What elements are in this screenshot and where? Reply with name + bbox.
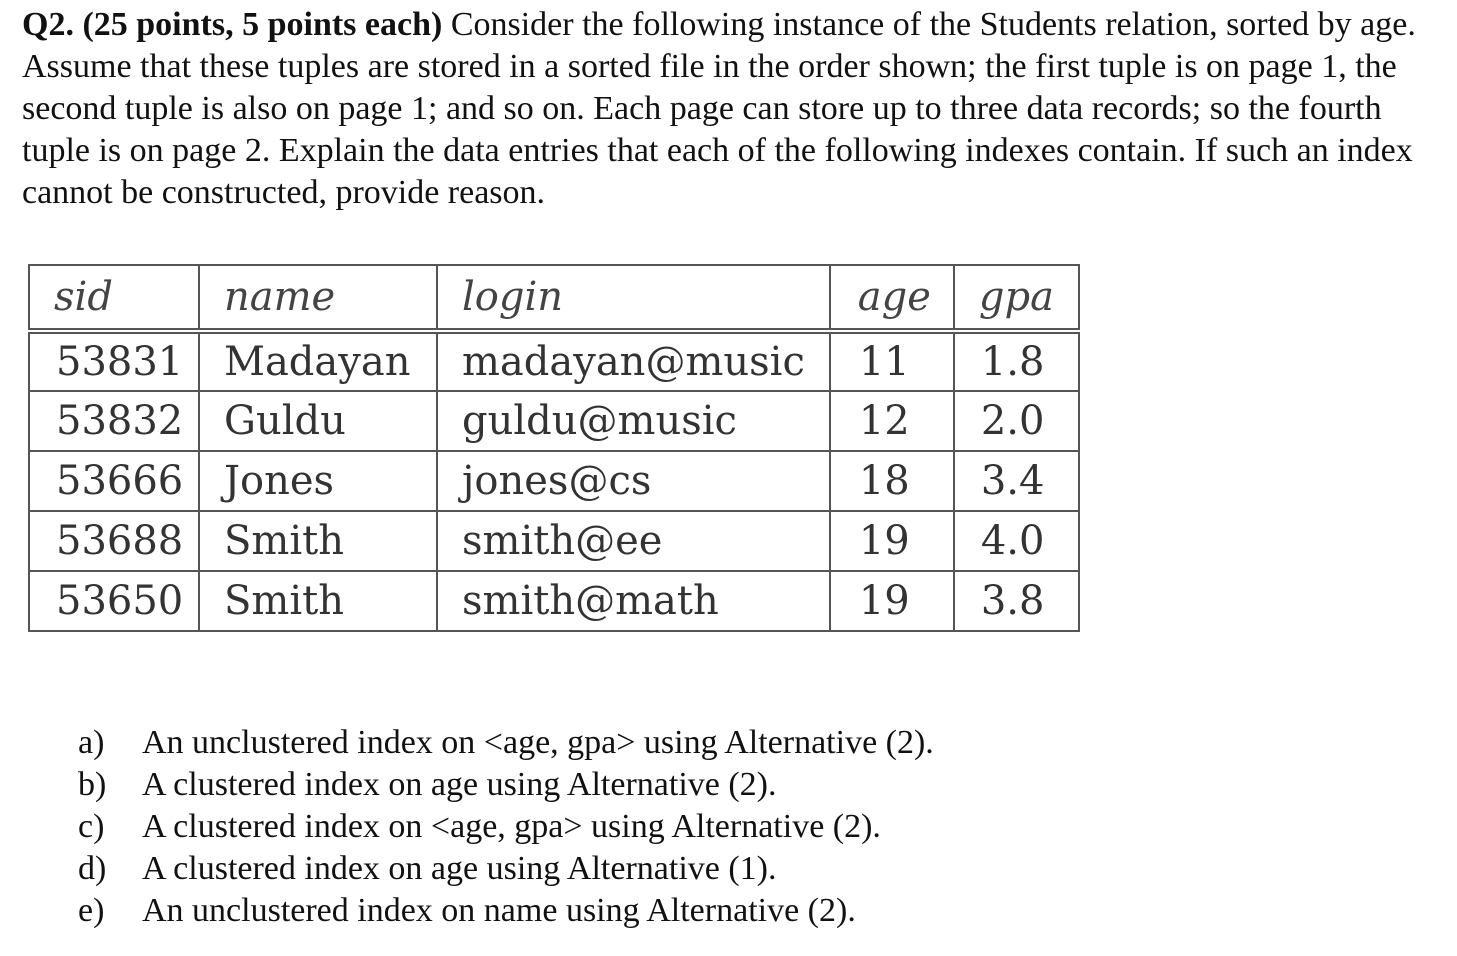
cell-gpa: 3.8 — [954, 571, 1079, 631]
table-header-row — [29, 265, 1079, 331]
part-text: A clustered index on age using Alternative (2). — [142, 766, 777, 803]
question-text — [22, 4, 1452, 214]
cell-gpa: 3.4 — [954, 451, 1079, 511]
table-row — [29, 391, 1079, 451]
question-heading: Q2. (25 points, 5 points each) — [22, 6, 443, 43]
cell-login: smith@ee — [437, 511, 830, 571]
cell-gpa: 4.0 — [954, 511, 1079, 571]
cell-login: guldu@music — [437, 391, 830, 451]
part-marker: b) — [78, 766, 107, 803]
cell-name: Jones — [199, 451, 437, 511]
cell-age: 12 — [830, 391, 954, 451]
students-table-container — [28, 264, 1080, 632]
part-text: An unclustered index on name using Alternative (2). — [142, 892, 856, 929]
question-parts-list — [78, 722, 934, 932]
table-row — [29, 571, 1079, 631]
part-text: A clustered index on <age, gpa> using Alternative (2). — [142, 808, 881, 845]
students-table — [28, 264, 1080, 632]
cell-name: Smith — [199, 511, 437, 571]
cell-name: Smith — [199, 571, 437, 631]
header-login: login — [437, 265, 830, 331]
cell-sid: 53831 — [29, 331, 199, 391]
cell-age: 19 — [830, 511, 954, 571]
question-body: Consider the following instance of the Students relation, sorted by age. Assume that these tuples are stored in a sorted file in the order shown; the first tuple is on page 1, the second tuple is also on page 1; and so on. Each page can store up to three data records; so the fourth tuple is on page 2. Explain the data entries that each of the following indexes contain. If such an index cannot be constructed, provide reason. — [22, 6, 1416, 211]
list-item — [78, 764, 934, 806]
cell-name: Madayan — [199, 331, 437, 391]
part-marker: d) — [78, 850, 107, 887]
cell-sid: 53666 — [29, 451, 199, 511]
header-gpa: gpa — [954, 265, 1079, 331]
cell-age: 18 — [830, 451, 954, 511]
part-text: An unclustered index on <age, gpa> using Alternative (2). — [142, 724, 934, 761]
table-row — [29, 451, 1079, 511]
table-row — [29, 511, 1079, 571]
header-sid: sid — [29, 265, 199, 331]
part-text: A clustered index on age using Alternative (1). — [142, 850, 777, 887]
header-age: age — [830, 265, 954, 331]
table-row — [29, 331, 1079, 391]
cell-login: jones@cs — [437, 451, 830, 511]
cell-login: madayan@music — [437, 331, 830, 391]
cell-sid: 53650 — [29, 571, 199, 631]
cell-gpa: 2.0 — [954, 391, 1079, 451]
cell-login: smith@math — [437, 571, 830, 631]
part-marker: c) — [78, 808, 105, 845]
list-item — [78, 848, 934, 890]
part-marker: a) — [78, 724, 105, 761]
header-name: name — [199, 265, 437, 331]
cell-gpa: 1.8 — [954, 331, 1079, 391]
list-item — [78, 806, 934, 848]
cell-sid: 53832 — [29, 391, 199, 451]
cell-age: 11 — [830, 331, 954, 391]
list-item — [78, 890, 934, 932]
list-item — [78, 722, 934, 764]
cell-name: Guldu — [199, 391, 437, 451]
cell-sid: 53688 — [29, 511, 199, 571]
cell-age: 19 — [830, 571, 954, 631]
part-marker: e) — [78, 892, 105, 929]
